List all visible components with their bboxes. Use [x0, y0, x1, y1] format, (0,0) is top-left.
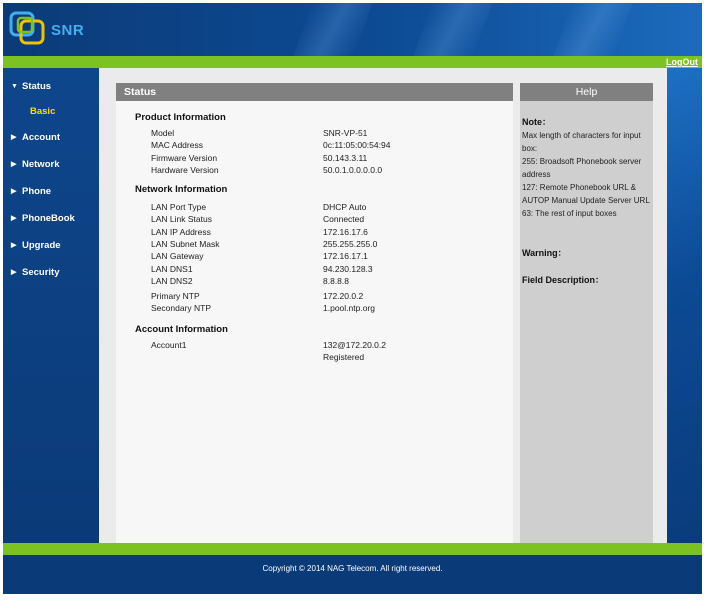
row-label: Primary NTP [151, 291, 200, 301]
sidebar-item-label: Status [22, 81, 52, 92]
header [3, 3, 702, 56]
help-note-line: 255: Broadsoft Phonebook server address [522, 157, 642, 179]
top-green-bar [3, 56, 702, 68]
row-value: Connected [323, 214, 365, 224]
sidebar-item-upgrade[interactable] [11, 240, 61, 251]
right-decoration [667, 68, 702, 543]
help-note-heading: Note： [522, 117, 551, 127]
row-value: 172.20.0.2 [323, 291, 364, 301]
row-label: LAN DNS1 [151, 264, 193, 274]
row-value: 255.255.255.0 [323, 239, 378, 249]
logout-link[interactable]: LogOut [666, 57, 698, 67]
help-warning-heading: Warning： [522, 248, 567, 258]
row-value: 172.16.17.1 [323, 251, 368, 261]
footer [3, 555, 702, 594]
row-value: 132@172.20.0.2 [323, 340, 386, 350]
help-title: Help [520, 83, 653, 101]
triangle-right-icon: ▶ [11, 242, 17, 249]
row-label: LAN Subnet Mask [151, 239, 220, 249]
sidebar-item-security[interactable] [11, 267, 60, 278]
row-label: Firmware Version [151, 153, 218, 163]
sidebar-item-label: Account [22, 132, 60, 143]
row-label: MAC Address [151, 140, 203, 150]
sidebar-item-account[interactable] [11, 132, 60, 143]
help-field-heading: Field Description： [522, 275, 605, 285]
row-label: LAN IP Address [151, 227, 211, 237]
help-note-line: 127: Remote Phonebook URL & AUTOP Manual Update Server URL [522, 183, 650, 205]
row-label: Secondary NTP [151, 303, 211, 313]
section-heading-account: Account Information [135, 324, 228, 335]
section-heading-product: Product Information [135, 112, 226, 123]
help-panel [520, 83, 653, 543]
logo-text: SNR [51, 22, 85, 39]
row-value: 0c:11:05:00:54:94 [323, 140, 391, 150]
triangle-right-icon: ▶ [11, 215, 17, 222]
row-value: 1.pool.ntp.org [323, 303, 375, 313]
sidebar-item-status[interactable] [11, 81, 51, 92]
help-note-line: Max length of characters for input box: [522, 131, 641, 153]
sidebar-item-label: PhoneBook [22, 213, 75, 224]
row-label: Hardware Version [151, 165, 219, 175]
row-value: 8.8.8.8 [323, 276, 349, 286]
header-decoration [413, 3, 492, 56]
row-label: LAN Port Type [151, 202, 207, 212]
status-content [116, 83, 513, 543]
row-label: LAN Link Status [151, 214, 212, 224]
bottom-green-bar [3, 543, 702, 555]
header-decoration [553, 3, 632, 56]
triangle-down-icon: ▼ [11, 83, 18, 90]
row-value: 94.230.128.3 [323, 264, 373, 274]
sidebar-item-label: Upgrade [22, 240, 61, 251]
row-label: LAN Gateway [151, 251, 204, 261]
sidebar-item-network[interactable] [11, 159, 59, 170]
sidebar-item-label: Security [22, 267, 60, 278]
row-label: LAN DNS2 [151, 276, 193, 286]
help-note-line: 63: The rest of input boxes [522, 209, 617, 218]
section-heading-network: Network Information [135, 184, 228, 195]
triangle-right-icon: ▶ [11, 134, 17, 141]
row-label: Model [151, 128, 175, 138]
row-value: 50.0.1.0.0.0.0.0 [323, 165, 383, 175]
triangle-right-icon: ▶ [11, 188, 17, 195]
account-status: Registered [323, 352, 365, 362]
app-frame [3, 3, 702, 594]
sidebar-item-label: Network [22, 159, 60, 170]
sidebar-item-phonebook[interactable] [11, 213, 75, 224]
snr-logo [9, 9, 99, 49]
sidebar-item-phone[interactable] [11, 186, 51, 197]
help-note-text [522, 129, 650, 220]
row-value: 172.16.17.6 [323, 227, 368, 237]
row-value: 50.143.3.11 [323, 153, 368, 163]
sidebar-item-label: Phone [22, 186, 52, 197]
row-value: SNR-VP-51 [323, 128, 368, 138]
copyright-text: Copyright © 2014 NAG Telecom. All right reserved. [262, 564, 443, 573]
sidebar [3, 68, 99, 543]
page-title: Status [116, 83, 513, 101]
row-value: DHCP Auto [323, 202, 367, 212]
triangle-right-icon: ▶ [11, 161, 17, 168]
logo-icon [9, 9, 49, 47]
triangle-right-icon: ▶ [11, 269, 17, 276]
header-decoration [293, 3, 372, 56]
sidebar-subitem-basic[interactable]: Basic [30, 106, 56, 117]
row-label: Account1 [151, 340, 187, 350]
